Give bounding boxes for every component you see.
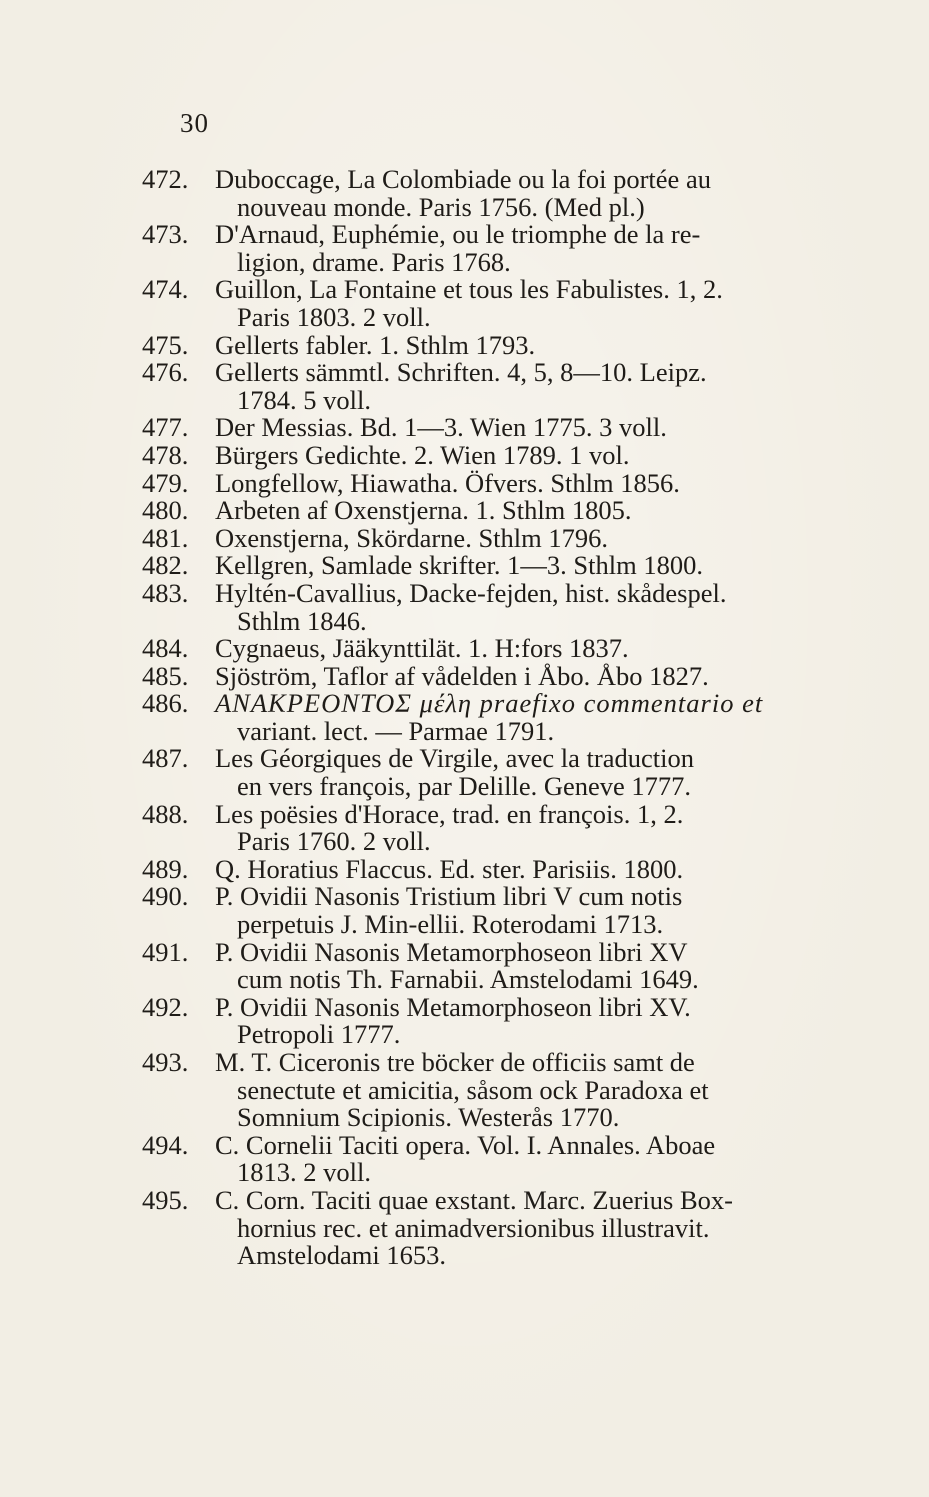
entry-number: 490. [142,881,189,912]
catalogue-entry [142,577,832,636]
entry-text [215,577,832,636]
entry-number: 474. [142,274,189,305]
entry-text [215,1184,832,1271]
catalogue-entry [142,1184,832,1271]
catalogue-entry [142,883,832,938]
entry-line: 1784. 5 voll. [237,384,371,415]
entry-line: nouveau monde. Paris 1756. (Med pl.) [237,191,645,222]
entry-line: ligion, drame. Paris 1768. [237,246,511,277]
entry-text [215,221,832,276]
entry-text [215,1129,832,1188]
entry-line: Petropoli 1777. [237,1019,401,1050]
entry-text [215,414,832,442]
catalogue-list [142,166,832,1270]
entry-line: en vers françois, par Delille. Geneve 1777. [237,771,692,802]
entry-line: Longfellow, Hiawatha. Öfvers. Sthlm 1856. [215,467,680,498]
entry-line: variant. lect. — Parmae 1791. [237,715,555,746]
entry-number: 473. [142,219,189,250]
entry-number: 482. [142,550,189,581]
entry-number: 493. [142,1047,189,1077]
entry-line: Bürgers Gedichte. 2. Wien 1789. 1 vol. [215,439,630,470]
entry-text [215,359,832,414]
entry-line: 1813. 2 voll. [237,1157,371,1188]
entry-line: Hyltén-Cavallius, Dacke-fejden, hist. skådespel. [215,577,727,608]
catalogue-entry [142,1049,832,1132]
entry-line: cum notis Th. Farnabii. Amstelodami 1649. [237,964,699,995]
entry-number: 480. [142,495,189,526]
entry-text [215,522,832,553]
entry-number: 479. [142,467,189,498]
entry-line: Oxenstjerna, Skördarne. Sthlm 1796. [215,522,609,553]
entry-line: Arbeten af Oxenstjerna. 1. Sthlm 1805. [215,495,632,526]
entry-line: Sjöström, Taflor af vådelden i Åbo. Åbo 1827. [215,660,709,691]
entry-line: Sthlm 1846. [237,605,367,636]
entry-number: 483. [142,577,189,608]
catalogue-entry [142,936,832,995]
entry-number: 491. [142,936,189,967]
entry-text [215,660,832,691]
catalogue-entry [142,798,832,857]
entry-line: C. Cornelii Taciti opera. Vol. I. Annales. Aboae [215,1129,716,1160]
entry-line: Les Géorgiques de Virgile, avec la traduction [215,743,694,774]
entry-line: Les poësies d'Horace, trad. en françois. 1, 2. [215,798,684,829]
entry-line: hornius rec. et animadversionibus illustravit. [237,1212,710,1243]
entry-text [215,497,832,525]
entry-text [215,166,832,221]
entry-line: Duboccage, La Colombiade ou la foi portée au [215,164,711,194]
catalogue-entry [142,690,832,745]
catalogue-entry [142,745,832,800]
catalogue-entry [142,991,832,1050]
entry-text [215,936,832,995]
entry-number: 476. [142,357,189,388]
entry-line: perpetuis J. Min-ellii. Roterodami 1713. [237,909,664,940]
entry-text [215,991,832,1050]
entry-line: Cygnaeus, Jääkynttilät. 1. H:fors 1837. [215,633,629,664]
catalogue-entry [142,329,832,360]
entry-number: 488. [142,798,189,829]
page-number: 30 [180,108,209,138]
entry-number: 485. [142,660,189,691]
entry-text [215,635,832,663]
entry-number: 475. [142,329,189,360]
entry-line: Guillon, La Fontaine et tous les Fabulistes. 1, 2. [215,274,723,305]
entry-number: 486. [142,688,189,719]
catalogue-entry [142,359,832,414]
entry-line: Der Messias. Bd. 1—3. Wien 1775. 3 voll. [215,412,667,443]
entry-number: 478. [142,439,189,470]
entry-text [215,690,832,745]
entry-text [215,467,832,498]
catalogue-entry [142,1129,832,1188]
entry-text [215,853,832,884]
catalogue-entry [142,853,832,884]
entry-line: Somnium Scipionis. Westerås 1770. [237,1102,620,1133]
entry-line: P. Ovidii Nasonis Tristium libri V cum notis [215,881,683,912]
entry-line: Gellerts sämmtl. Schriften. 4, 5, 8—10. Leipz. [215,357,707,388]
entry-text [215,1049,832,1132]
entry-number: 481. [142,522,189,553]
entry-number: 472. [142,164,189,194]
entry-number: 494. [142,1129,189,1160]
entry-number: 489. [142,853,189,884]
catalogue-entry [142,635,832,663]
catalogue-entry [142,660,832,691]
entry-text [215,329,832,360]
catalogue-entry [142,552,832,580]
catalogue-entry [142,221,832,276]
entry-text [215,798,832,857]
entry-text [215,552,832,580]
catalogue-entry [142,414,832,442]
entry-line: D'Arnaud, Euphémie, ou le triomphe de la re- [215,219,701,250]
catalogue-entry [142,166,832,221]
entry-text [215,745,832,800]
entry-number: 492. [142,991,189,1022]
entry-line: C. Corn. Taciti quae exstant. Marc. Zuerius Box- [215,1184,733,1215]
entry-line: Paris 1803. 2 voll. [237,301,431,332]
entry-line: Kellgren, Samlade skrifter. 1—3. Sthlm 1800. [215,550,703,581]
entry-line: Amstelodami 1653. [237,1240,447,1271]
entry-line: Paris 1760. 2 voll. [237,826,431,857]
catalogue-entry [142,467,832,498]
catalogue-entry [142,276,832,331]
entry-line: Gellerts fabler. 1. Sthlm 1793. [215,329,536,360]
entry-line: senectute et amicitia, såsom ock Paradoxa et [237,1074,709,1105]
entry-text [215,439,832,470]
catalogue-entry [142,522,832,553]
entry-line: Q. Horatius Flaccus. Ed. ster. Parisiis. 1800. [215,853,684,884]
entry-line: ΑΝΑΚΡΕΟΝΤΟΣ μέλη praefixo commentario et [215,688,764,719]
catalogue-entry [142,497,832,525]
entry-text [215,276,832,331]
entry-number: 487. [142,743,189,774]
entry-number: 484. [142,633,189,664]
entry-number: 477. [142,412,189,443]
entry-line: M. T. Ciceronis tre böcker de officiis samt de [215,1047,695,1077]
entry-number: 495. [142,1184,189,1215]
entry-line: P. Ovidii Nasonis Metamorphoseon libri XV. [215,991,691,1022]
entry-text [215,883,832,938]
catalogue-entry [142,439,832,470]
entry-line: P. Ovidii Nasonis Metamorphoseon libri XV [215,936,688,967]
